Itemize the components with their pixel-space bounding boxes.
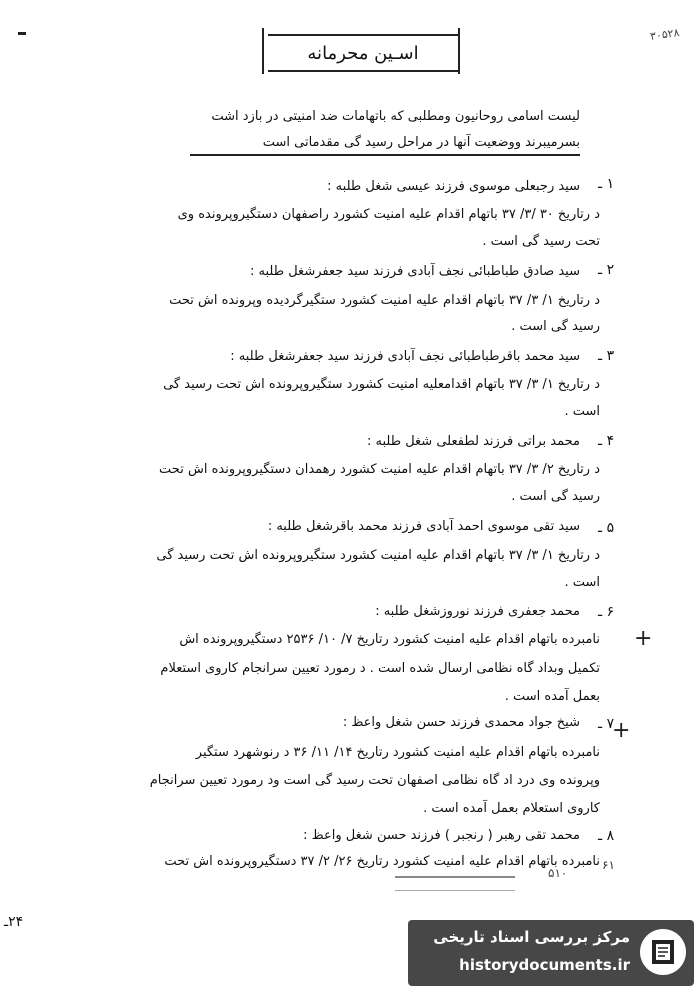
item-heading: محمد براتی فرزند لطفعلی شغل طلبه : bbox=[367, 434, 580, 449]
handwritten-cross-mark: + bbox=[612, 718, 631, 743]
ink-dot bbox=[18, 32, 26, 35]
item-text-line: د رتاریخ ۲/ ۳/ ۳۷ باتهام اقدام علیه امنیت کشورد رهمدان دستگیروپرونده اش تحت bbox=[159, 462, 600, 477]
item-text-line: است . bbox=[564, 404, 600, 419]
document-title-line-2: بسرمیبرند ووضعیت آنها در مراحل رسید گی مقدماتی است bbox=[262, 135, 580, 150]
archive-logo-icon bbox=[638, 924, 688, 980]
item-text-line: د رتاریخ ۳۰ /۳/ ۳۷ باتهام اقدام علیه امنیت کشورد راصفهان دستگیروپرونده وی bbox=[177, 207, 600, 222]
item-heading: سید تقی موسوی احمد آبادی فرزند محمد باقرشغل طلبه : bbox=[267, 519, 580, 534]
item-text-line: نامبرده باتهام اقدام علیه امنیت کشورد رتاریخ ۲۶/ ۲/ ۳۷ دستگیروپرونده اش تحت bbox=[164, 854, 600, 869]
item-text-line: د رتاریخ ۱/ ۳/ ۳۷ باتهام اقدام علیه امنیت کشورد ستگیروپرونده اش تحت رسید گی bbox=[156, 548, 600, 563]
item-number: ۲ ـ bbox=[598, 262, 615, 278]
confidential-stamp: اسـين محرمانه bbox=[268, 34, 458, 72]
item-number: ۷ ـ bbox=[598, 716, 615, 732]
item-text-line: وپرونده وی درد اد گاه نظامی اصفهان تحت رسید گی است ود رمورد تعیین سرانجام bbox=[149, 773, 600, 788]
item-heading: سید محمد باقرطباطبائی نجف آبادی فرزند سید جعفرشغل طلبه : bbox=[230, 349, 580, 364]
item-heading: محمد جعفری فرزند نوروزشغل طلبه : bbox=[375, 604, 580, 619]
watermark-url: historydocuments.ir bbox=[459, 956, 630, 974]
item-heading: شیخ جواد محمدی فرزند حسن شغل واعظ : bbox=[342, 715, 580, 730]
item-number: ۱ ـ bbox=[598, 176, 615, 192]
item-text-line: نامبرده باتهام اقدام علیه امنیت کشورد رتاریخ ۱۴/ ۱۱/ ۳۶ د رنوشهرد ستگیر bbox=[195, 745, 600, 760]
item-text-line: است . bbox=[564, 575, 600, 590]
margin-scribble: ۶۱ bbox=[602, 858, 615, 872]
item-number: ۸ ـ bbox=[598, 828, 615, 844]
item-text-line: بعمل آمده است . bbox=[504, 689, 600, 704]
item-text-line: رسید گی است . bbox=[511, 319, 600, 334]
item-number: ۶ ـ bbox=[598, 604, 615, 620]
bottom-scribble: ۵۱۰ bbox=[548, 866, 568, 880]
document-title-line-1: لیست اسامی روحانیون ومطلبی که باتهامات ضد امنیتی در بازد اشت bbox=[211, 109, 580, 124]
page-number: ۲۴ـ bbox=[4, 914, 24, 930]
item-heading: سید صادق طباطبائی نجف آبادی فرزند سید جعفرشغل طلبه : bbox=[250, 264, 580, 279]
item-heading: سید رجبعلی موسوی فرزند عیسی شغل طلبه : bbox=[327, 179, 580, 194]
handwritten-cross-mark: + bbox=[634, 626, 653, 651]
item-text-line: تحت رسید گی است . bbox=[482, 234, 600, 249]
stamp-border bbox=[458, 28, 460, 74]
item-number: ۴ ـ bbox=[598, 433, 615, 449]
item-text-line: رسید گی است . bbox=[511, 489, 600, 504]
item-text-line: د رتاریخ ۱/ ۳/ ۳۷ باتهام اقدامعلیه امنیت کشورد ستگیروپرونده اش تحت رسید گی bbox=[163, 377, 600, 392]
item-number: ۵ ـ bbox=[598, 520, 615, 536]
item-number: ۳ ـ bbox=[598, 348, 615, 364]
watermark-title: مرکز بررسی اسناد تاریخی bbox=[433, 928, 630, 946]
item-heading: محمد تقی رهبر ( رنجبر ) فرزند حسن شغل واعظ : bbox=[303, 828, 580, 843]
ink-smudge bbox=[395, 876, 515, 891]
stamp-border bbox=[262, 28, 264, 74]
title-underline bbox=[190, 154, 580, 156]
item-text-line: کاروی استعلام بعمل آمده است . bbox=[423, 801, 600, 816]
corner-scribble: ۳۰۵۲۸ bbox=[649, 26, 681, 43]
item-text-line: تکمیل وبداد گاه نظامی ارسال شده است . د رمورد تعیین سرانجام کاروی استعلام bbox=[160, 661, 600, 676]
item-text-line: د رتاریخ ۱/ ۳/ ۳۷ باتهام اقدام علیه امنیت کشورد ستگیرگردیده وپرونده اش تحت bbox=[169, 293, 600, 308]
item-text-line: نامبرده باتهام اقدام علیه امنیت کشورد رتاریخ ۷/ ۱۰/ ۲۵۳۶ دستگیروپرونده اش bbox=[179, 632, 600, 647]
